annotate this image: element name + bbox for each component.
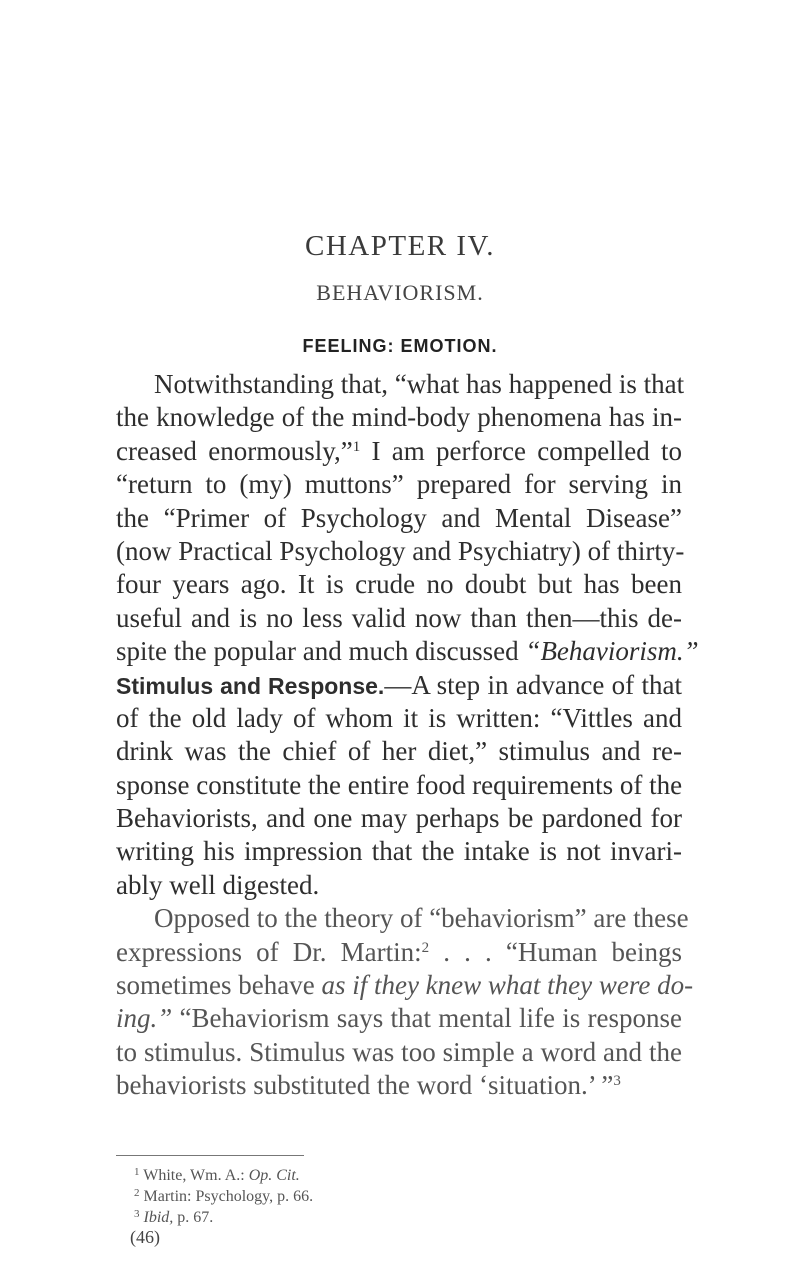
chapter-title: BEHAVIORISM. — [316, 280, 484, 305]
section-heading: FEELING: EMOTION. — [302, 336, 498, 356]
text-line: the knowledge of the mind-body phenomena has in- — [116, 402, 682, 433]
text-line: to stimulus. Stimulus was too simple a word and the — [116, 1036, 682, 1067]
text-line: Behaviorists, and one may perhaps be pardoned for — [116, 803, 682, 834]
text-line: (now Practical Psychology and Psychiatry) of thirty- — [116, 535, 685, 566]
footnote-2: $^2$ Martin: Psychology, p. 66. — [134, 1187, 314, 1205]
run-in-heading: Stimulus and Response. — [116, 672, 385, 699]
text-line: sometimes behave as if they knew what they were do- — [116, 970, 694, 1001]
text-line: of the old lady of whom it is written: “Vittles and — [116, 702, 682, 733]
italic-term: “Behaviorism.” — [525, 636, 699, 667]
text-line: Opposed to the theory of “behaviorism” are these — [154, 903, 689, 934]
text-line: Stimulus and Response.—A step in advance of that — [116, 669, 682, 700]
text-line: the “Primer of Psychology and Mental Disease” — [116, 502, 682, 533]
footnote-3: $^3$ Ibid, p. 67. — [134, 1208, 214, 1226]
footnote-1: $^1$ White, Wm. A.: Op. Cit. — [134, 1166, 300, 1184]
text-line: ably well digested. — [116, 869, 320, 900]
text-line: four years ago. It is crude no doubt but has been — [116, 569, 682, 600]
page-number: (46) — [130, 1227, 160, 1247]
body-text — [116, 368, 699, 1103]
text-line: Notwithstanding that, “what has happened is that — [154, 369, 685, 399]
text-line: drink was the chief of her diet,” stimulus and re- — [116, 736, 682, 767]
chapter-heading: CHAPTER IV. — [305, 230, 495, 262]
footnotes — [134, 1165, 313, 1228]
text-line: useful and is no less valid now than then—this de- — [116, 602, 682, 633]
footnote-divider — [116, 1155, 304, 1156]
text-line: expressions of Dr. Martin:$^2$ . . . “Human beings — [116, 936, 682, 967]
footnote-ref: 3 — [613, 1073, 621, 1090]
text-line: ing.” “Behaviorism says that mental life is response — [116, 1003, 682, 1034]
text-line: sponse constitute the entire food requirements of the — [116, 769, 683, 800]
text-line: writing his impression that the intake is not invari- — [116, 836, 682, 867]
italic-quote: as if they knew what they were do- — [321, 970, 694, 1001]
text-line: spite the popular and much discussed “Behaviorism.” — [116, 636, 699, 667]
text-line: creased enormously,”$^1$ I am perforce compelled to — [116, 435, 683, 466]
footnote-ref: 2 — [421, 939, 430, 956]
text-line: behaviorists substituted the word ‘situation.’ ”$^3$ — [116, 1070, 621, 1101]
footnote-ref: 1 — [352, 438, 361, 455]
text-line: “return to (my) muttons” prepared for serving in — [116, 469, 682, 500]
